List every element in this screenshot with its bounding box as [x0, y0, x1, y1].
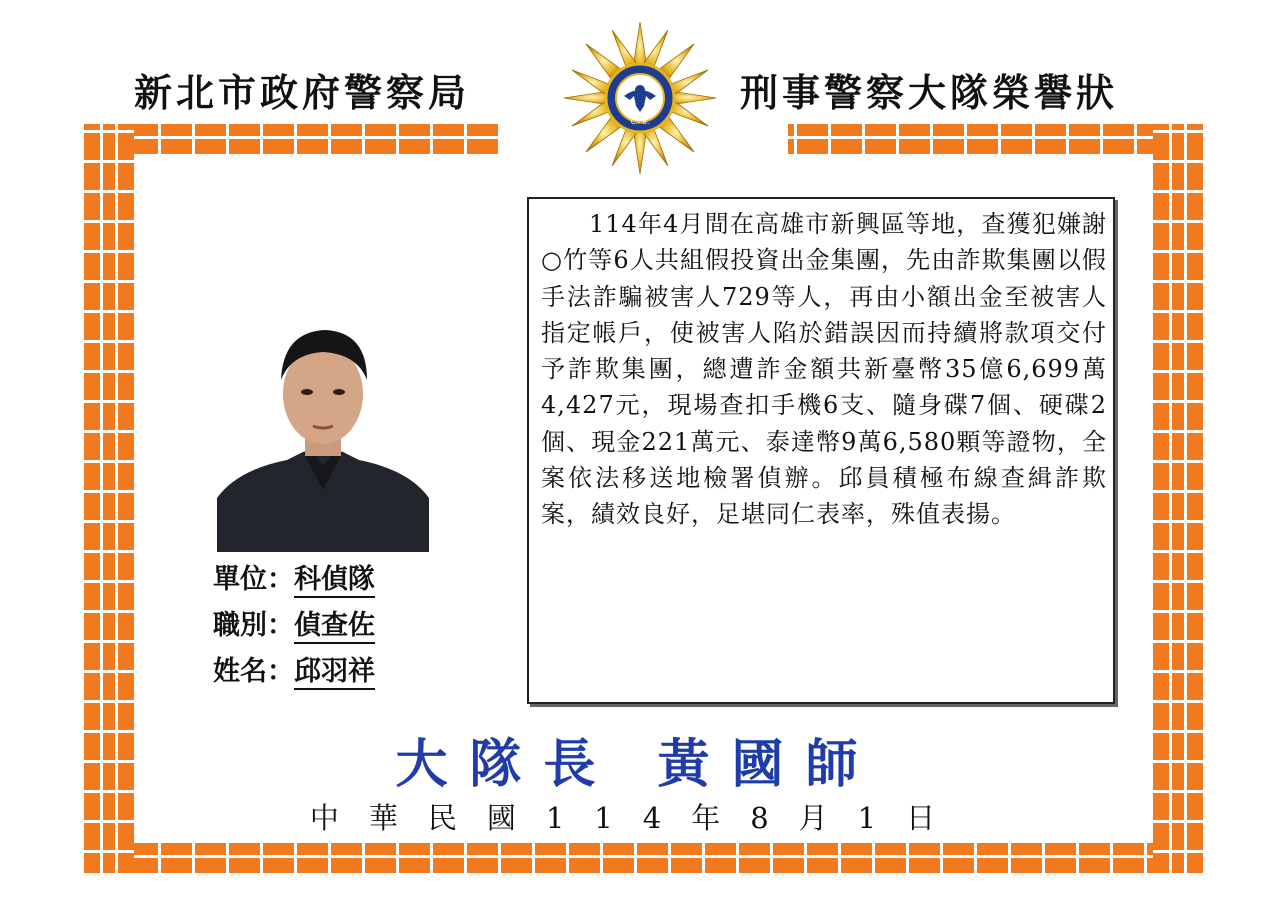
unit-row	[213, 557, 375, 596]
title-label: 職別：	[213, 610, 294, 641]
name-row	[213, 649, 375, 688]
name-label: 姓名：	[213, 656, 294, 687]
title-row	[213, 603, 375, 642]
citation-text: 114年4月間在高雄市新興區等地，查獲犯嫌謝○竹等6人共組假投資出金集團，先由詐欺集團以假手法詐騙被害人729等人，再由小額出金至被害人指定帳戶，使被害人陷於錯誤因而持續將款項交付予詐欺集團，總遭詐金額共新臺幣35億6,699萬4,427元，現場查扣手機6支、隨身碟7個、硬碟2個、現金221萬元、泰達幣9萬6,580顆等證物，全案依法移送地檢署偵辦。邱員積極布線查緝詐欺案，績效良好，足堪同仁表率，殊值表揚。	[541, 210, 1107, 529]
title-value: 偵查佐	[294, 610, 375, 644]
award-date: 中華民國114年8月1日	[309, 801, 966, 835]
recipient-photo	[217, 320, 429, 552]
police-badge-star-icon	[562, 20, 718, 176]
name-value: 邱羽祥	[294, 656, 375, 690]
unit-label: 單位：	[213, 564, 294, 595]
ornamental-border-bottom	[84, 843, 1203, 873]
unit-value: 科偵隊	[294, 564, 375, 598]
citation-box	[527, 197, 1115, 704]
ornamental-border-top-right	[788, 124, 1203, 154]
signer-name: 大隊長 黃國師	[395, 735, 880, 795]
header-left-title: 新北市政府警察局	[134, 71, 471, 115]
ornamental-border-top-left	[84, 124, 499, 154]
header-right-title: 刑事警察大隊榮譽狀	[740, 71, 1119, 115]
svg-text:C.I.B.: C.I.B.	[630, 118, 650, 126]
